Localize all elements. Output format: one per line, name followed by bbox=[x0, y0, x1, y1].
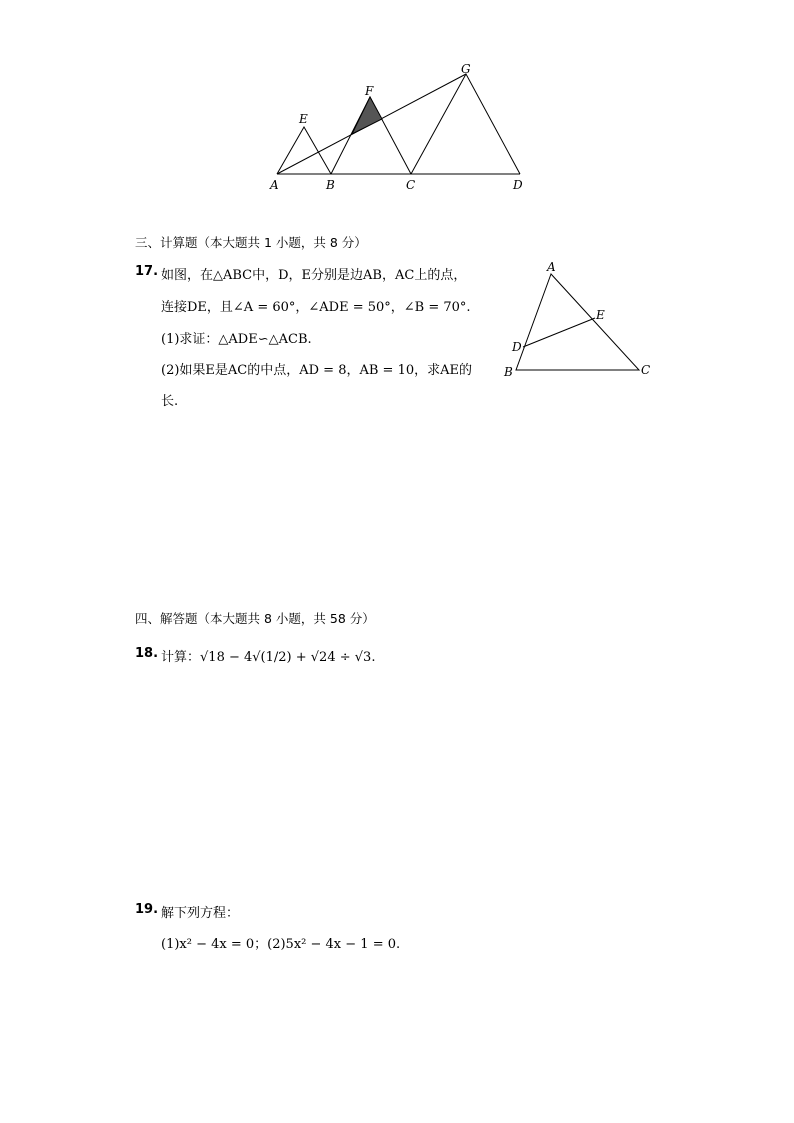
point-d2-label: D bbox=[512, 340, 522, 354]
q18-expression: √18 − 4√(1/2) + √24 ÷ √3. bbox=[200, 650, 376, 665]
q17-part2b: 长. bbox=[161, 394, 179, 409]
q19-label: 解下列方程： bbox=[161, 906, 240, 921]
q18-number: 18. bbox=[135, 646, 159, 661]
q19-number: 19. bbox=[135, 902, 159, 917]
point-f-label: F bbox=[365, 84, 374, 98]
figure-triangle-abc bbox=[0, 0, 794, 420]
q17-number: 17. bbox=[135, 264, 159, 279]
q18-label: 计算： bbox=[161, 650, 201, 665]
point-d-label: D bbox=[513, 178, 523, 192]
section-3-heading: 三、计算题（本大题共 1 小题，共 8 分） bbox=[135, 235, 367, 250]
point-a2-label: A bbox=[547, 260, 556, 274]
point-a-label: A bbox=[270, 178, 279, 192]
q17-line2: 连接DE，且∠A = 60°，∠ADE = 50°，∠B = 70°. bbox=[161, 300, 471, 315]
section-4-heading: 四、解答题（本大题共 8 小题，共 58 分） bbox=[135, 611, 375, 626]
point-c2-label: C bbox=[641, 363, 651, 377]
q17-part2: (2)如果E是AC的中点，AD = 8，AB = 10，求AE的 bbox=[161, 363, 472, 378]
point-e-label: E bbox=[299, 112, 308, 126]
point-c-label: C bbox=[406, 178, 416, 192]
triangle-abc bbox=[516, 274, 639, 370]
point-g-label: G bbox=[461, 62, 471, 76]
point-b-label: B bbox=[326, 178, 335, 192]
point-e2-label: E bbox=[596, 308, 605, 322]
point-b2-label: B bbox=[504, 365, 513, 379]
q17-part1: (1)求证：△ADE∽△ACB. bbox=[161, 332, 312, 347]
q18-line bbox=[161, 646, 375, 665]
q19-equations: (1)x² − 4x = 0；(2)5x² − 4x − 1 = 0. bbox=[161, 937, 401, 952]
q17-line1: 如图，在△ABC中，D，E分别是边AB，AC上的点， bbox=[161, 268, 467, 283]
